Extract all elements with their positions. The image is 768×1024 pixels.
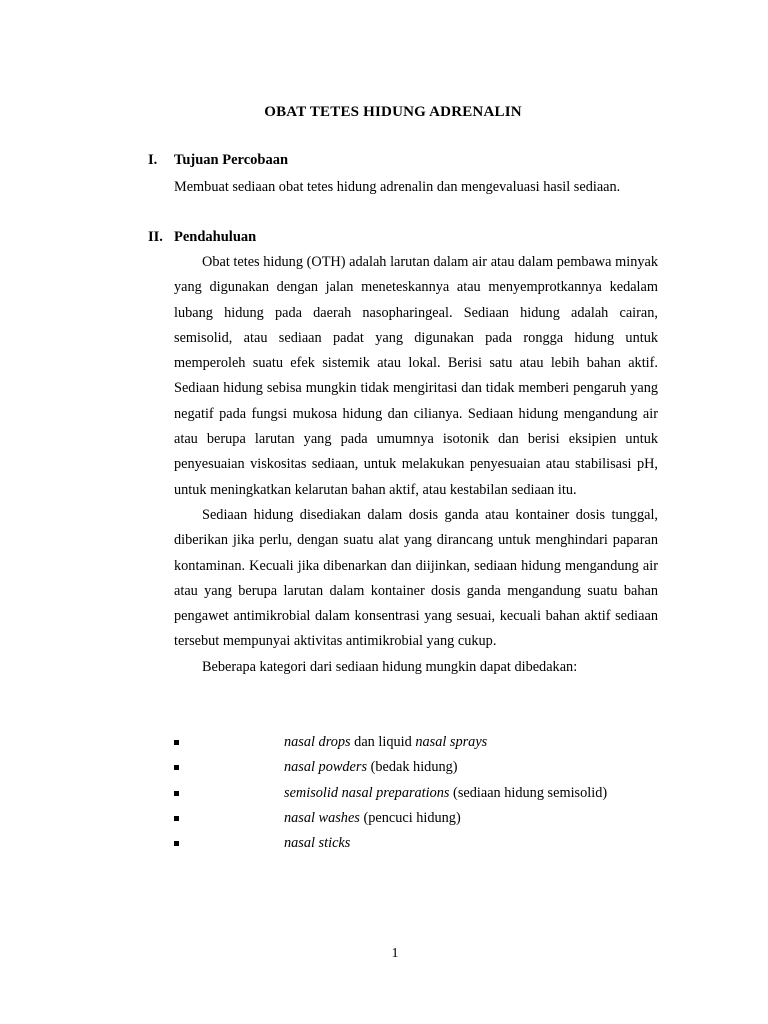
square-bullet-icon — [174, 765, 179, 770]
section-title: Tujuan Percobaan — [174, 152, 289, 168]
square-bullet-icon — [174, 841, 179, 846]
list-item — [174, 755, 658, 780]
list-item-text: (bedak hidung) — [367, 759, 458, 776]
page-number: 1 — [391, 946, 399, 961]
section-title: Pendahuluan — [174, 229, 257, 245]
list-item — [174, 806, 658, 831]
section-heading-tujuan — [148, 152, 288, 169]
square-bullet-icon — [174, 816, 179, 821]
paragraph: Sediaan hidung disediakan dalam dosis ganda atau kontainer dosis tunggal, diberikan jika perlu, dengan suatu alat yang dirancang untuk menghindari paparan kontaminan. Kecuali jika dibenarkan dan diijinkan, sediaan hidung mengandung air atau yang berupa larutan dalam kontainer dosis ganda mengandung suatu bahan pengawet antimikrobial dalam konsentrasi yang sesuai, kecuali bahan aktif sediaan tersebut mempunyai aktivitas antimikrobial yang cukup. — [174, 506, 658, 650]
paragraph: Beberapa kategori dari sediaan hidung mungkin dapat dibedakan: — [202, 658, 578, 675]
document-title: OBAT TETES HIDUNG ADRENALIN — [264, 104, 522, 120]
list-item-italic: nasal washes — [284, 809, 360, 826]
list-item-text: (sediaan hidung semisolid) — [449, 784, 608, 801]
section-body-tujuan — [174, 175, 658, 200]
list-item-italic: nasal sprays — [415, 734, 488, 750]
square-bullet-icon — [174, 791, 179, 796]
section-body-pendahuluan — [174, 250, 658, 680]
list-item-italic: nasal sticks — [284, 835, 351, 852]
list-item-text: dan liquid — [350, 734, 416, 750]
section-number: II. — [148, 229, 163, 245]
section-heading-pendahuluan — [148, 229, 256, 246]
section-number: I. — [148, 152, 158, 168]
category-list — [174, 730, 658, 856]
list-item — [174, 831, 658, 856]
paragraph: Membuat sediaan obat tetes hidung adrenalin dan mengevaluasi hasil sediaan. — [174, 179, 621, 195]
list-item-text: (pencuci hidung) — [359, 809, 461, 826]
square-bullet-icon — [174, 740, 179, 745]
paragraph: Obat tetes hidung (OTH) adalah larutan dalam air atau dalam pembawa minyak yang digunakan dengan jalan meneteskannya atau menyemprotkannya kedalam lubang hidung pada daerah nasopharingeal. Sediaan hidung adalah cairan, semisolid, atau sediaan padat yang digunakan pada rongga hidung untuk memperoleh suatu efek sistemik atau lokal. Berisi satu atau lebih bahan aktif. Sediaan hidung sebisa mungkin tidak mengiritasi dan tidak memberi pengaruh yang negatif pada fungsi mukosa hidung dan cilianya. Sediaan hidung mengandung air atau berupa larutan yang pada umumnya isotonik dan berisi eksipien untuk penyesuaian viskositas sediaan, untuk melakukan penyesuaian atau stabilisasi pH, untuk meningkatkan kelarutan bahan aktif, atau kestabilan sediaan itu. — [174, 254, 658, 498]
list-item-italic: nasal drops — [284, 734, 351, 750]
list-item — [174, 781, 658, 806]
list-item-italic: nasal powders — [284, 759, 368, 776]
list-item — [174, 730, 658, 755]
list-item-italic: semisolid nasal preparations — [284, 784, 450, 801]
